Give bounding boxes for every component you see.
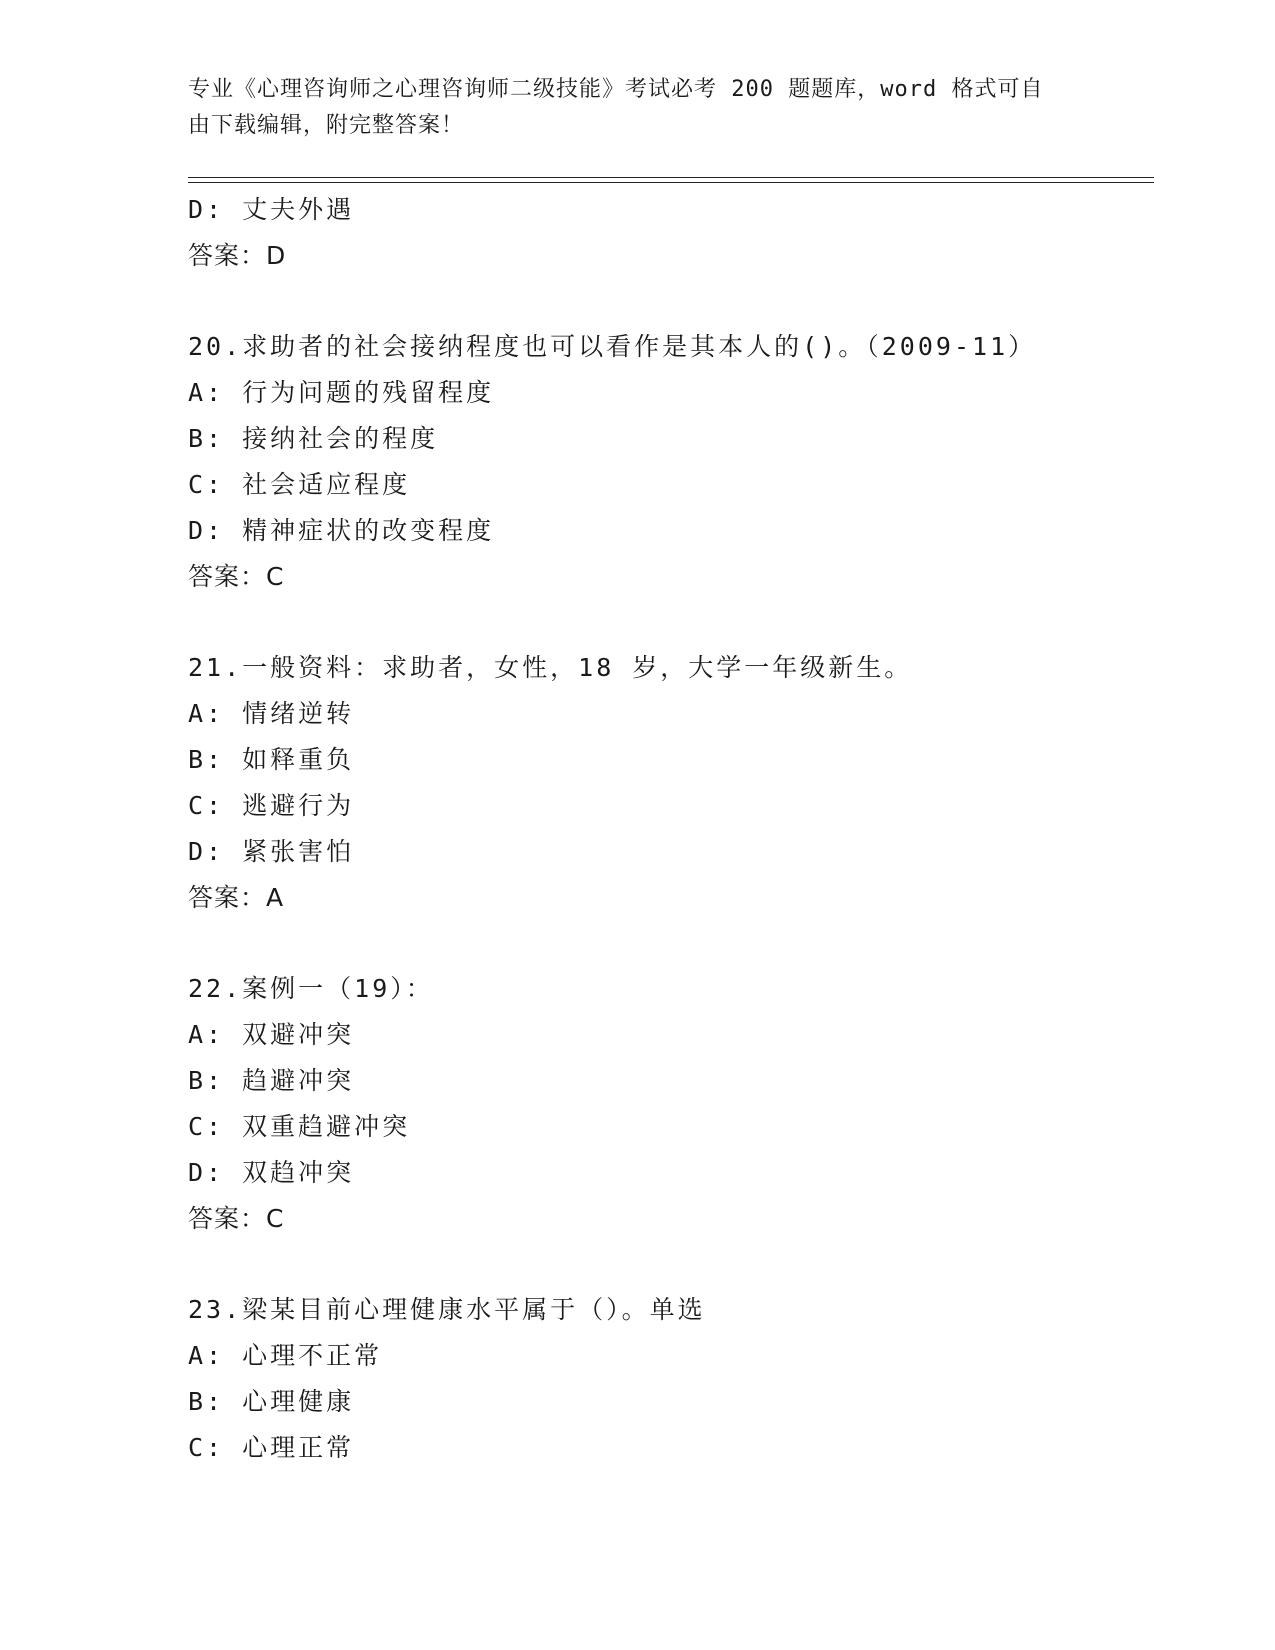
question-21: [188, 645, 1148, 921]
answer-line: 答案：A: [188, 883, 285, 912]
option-b: B: 趋避冲突: [188, 1066, 355, 1095]
question-19-continued: [188, 187, 1148, 279]
question-stem: 22.案例一（19）：: [188, 974, 434, 1003]
option-a: A: 行为问题的残留程度: [188, 378, 495, 407]
header-divider-bottom: [188, 182, 1154, 183]
option-a: A: 心理不正常: [188, 1341, 383, 1370]
option-b: B: 接纳社会的程度: [188, 424, 439, 453]
question-20: [188, 324, 1148, 600]
option-d: D: 双趋冲突: [188, 1158, 355, 1187]
option-d: D: 精神症状的改变程度: [188, 516, 495, 545]
question-22: [188, 966, 1148, 1242]
answer-line: 答案：C: [188, 1204, 285, 1233]
question-23: [188, 1287, 1148, 1471]
option-b: B: 如释重负: [188, 745, 355, 774]
question-stem: 23.梁某目前心理健康水平属于（）。单选: [188, 1295, 706, 1324]
question-list: [188, 187, 1148, 1471]
answer-line: 答案：C: [188, 562, 285, 591]
option-b: B: 心理健康: [188, 1387, 355, 1416]
document-header: [188, 72, 1068, 144]
option-c: C: 逃避行为: [188, 791, 355, 820]
header-line-1: 专业《心理咨询师之心理咨询师二级技能》考试必考 200 题题库，word 格式可自: [188, 77, 1044, 102]
option-c: C: 心理正常: [188, 1433, 355, 1462]
option-c: C: 社会适应程度: [188, 470, 411, 499]
header-line-2: 由下载编辑，附完整答案！: [188, 113, 465, 138]
option-a: A: 情绪逆转: [188, 699, 355, 728]
option-d: D: 丈夫外遇: [188, 195, 355, 224]
option-c: C: 双重趋避冲突: [188, 1112, 411, 1141]
option-d: D: 紧张害怕: [188, 837, 355, 866]
question-stem: 20.求助者的社会接纳程度也可以看作是其本人的()。（2009-11）: [188, 332, 1037, 361]
option-a: A: 双避冲突: [188, 1020, 355, 1049]
header-divider-top: [188, 177, 1154, 178]
question-stem: 21.一般资料：求助者，女性，18 岁，大学一年级新生。: [188, 653, 913, 682]
answer-line: 答案：D: [188, 241, 287, 270]
